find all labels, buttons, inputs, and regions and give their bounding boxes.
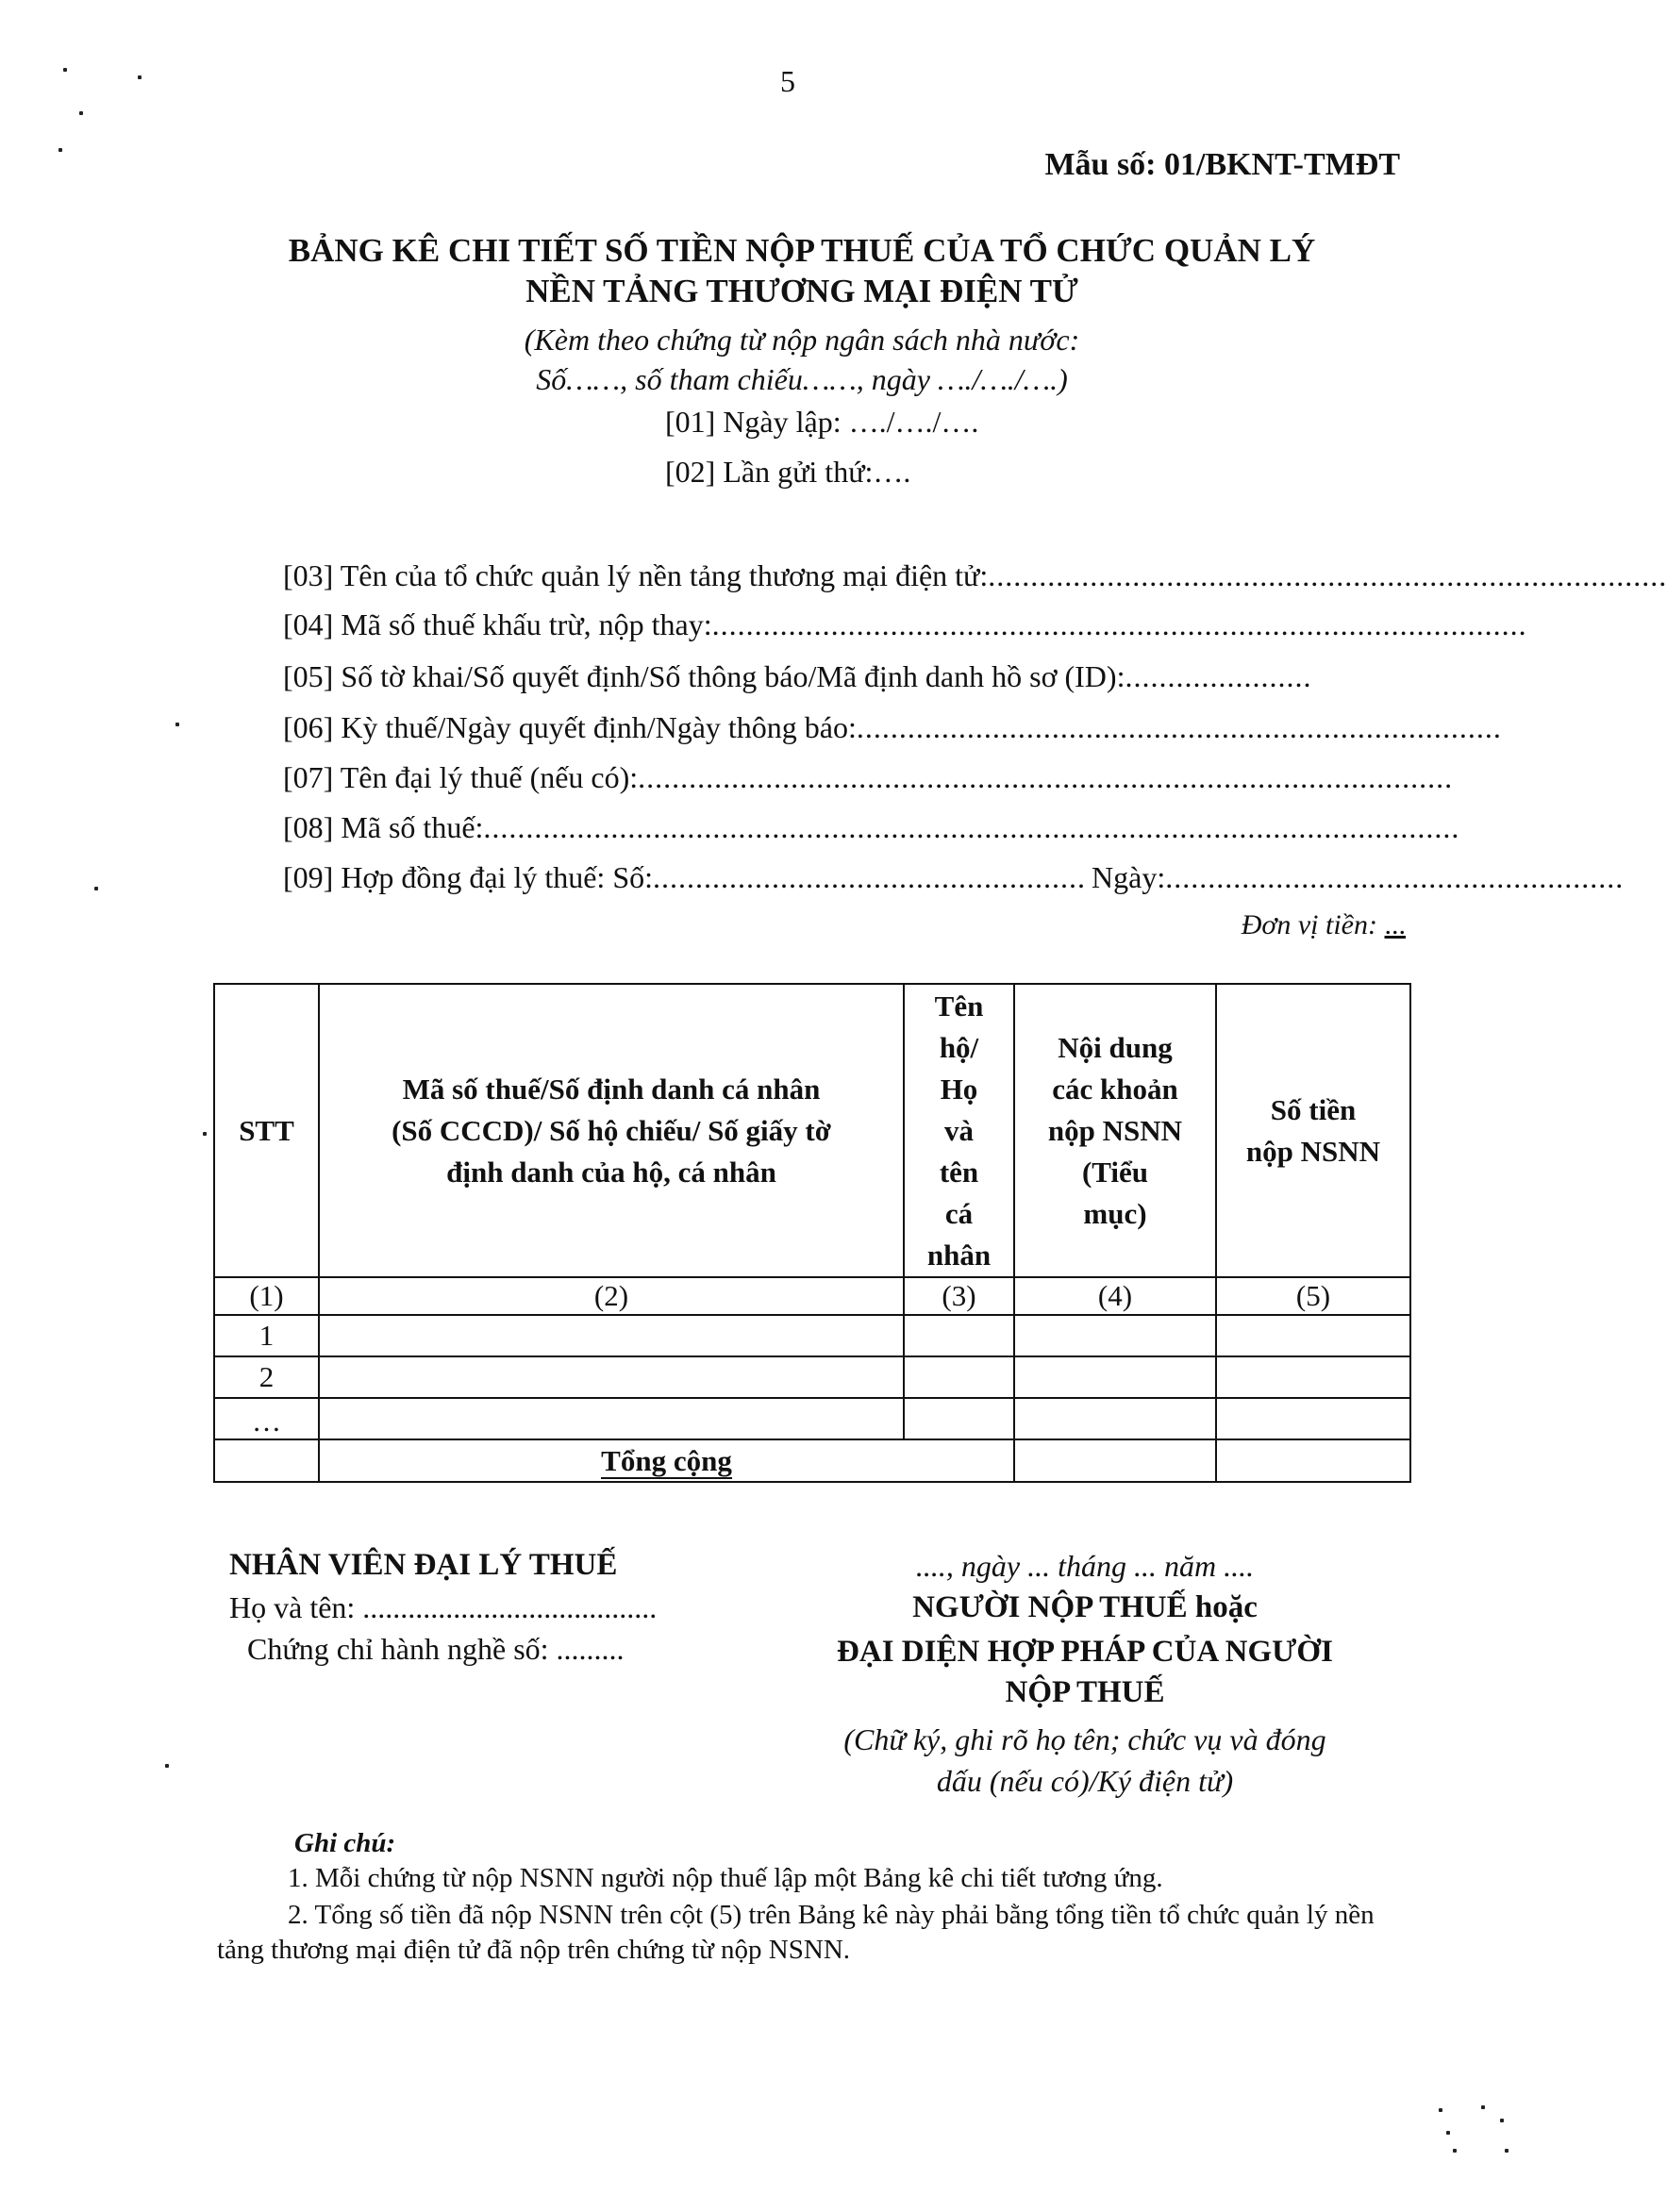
header-line: tên xyxy=(939,1155,979,1189)
total-row xyxy=(214,1439,1410,1482)
signature-instruction-line-1: (Chữ ký, ghi rõ họ tên; chức vụ và đóng xyxy=(843,1722,1326,1756)
tax-payment-detail-table xyxy=(213,983,1411,1483)
column-index: (5) xyxy=(1216,1277,1410,1315)
signature-instruction-line-2: dấu (nếu có)/Ký điện tử) xyxy=(936,1764,1234,1798)
cell-name[interactable] xyxy=(904,1356,1014,1398)
table-row xyxy=(214,1398,1410,1439)
total-payment-content[interactable] xyxy=(1014,1439,1216,1482)
contract-date-fill-line[interactable]: ...................................................... xyxy=(1165,860,1625,894)
currency-unit xyxy=(1242,909,1406,941)
cell-payment-content[interactable] xyxy=(1014,1398,1216,1439)
cell-name[interactable] xyxy=(904,1315,1014,1356)
note-item-1: 1. Mỗi chứng từ nộp NSNN người nộp thuế lập một Bảng kê chi tiết tương ứng. xyxy=(288,1863,1163,1893)
field-04-withholding-tax-code xyxy=(283,606,1527,643)
subtitle-line-1: (Kèm theo chứng từ nộp ngân sách nhà nước: xyxy=(524,323,1080,357)
field-fill-line[interactable]: ............................................................................ xyxy=(856,710,1502,744)
scan-speck xyxy=(165,1764,169,1768)
scan-speck xyxy=(203,1132,207,1136)
field-fill-line[interactable]: ................................................................................................................... xyxy=(483,810,1460,844)
cell-amount[interactable] xyxy=(1216,1356,1410,1398)
taxpayer-title-bold: NGƯỜI NỘP THUẾ xyxy=(912,1590,1188,1624)
tax-agent-staff-name: Họ và tên: ....................................... xyxy=(229,1590,658,1624)
scan-speck xyxy=(1481,2105,1485,2109)
field-06-tax-period xyxy=(283,708,1502,746)
row-stt: 1 xyxy=(214,1315,319,1356)
scan-speck xyxy=(79,111,83,115)
header-line: hộ/ xyxy=(939,1030,979,1064)
header-line: (Số CCCD)/ Số hộ chiếu/ Số giấy tờ xyxy=(392,1113,831,1147)
header-line: (Tiểu xyxy=(1081,1155,1149,1189)
scan-speck xyxy=(1453,2149,1457,2153)
field-label: [03] Tên của tổ chức quản lý nền tảng thương mại điện tử: xyxy=(283,558,989,592)
form-code: Mẫu số: 01/BKNT-TMĐT xyxy=(1044,147,1400,182)
cell-payment-content[interactable] xyxy=(1014,1356,1216,1398)
scan-speck xyxy=(175,723,179,726)
total-label-cell xyxy=(319,1439,1014,1482)
field-label: [09] Hợp đồng đại lý thuế: Số: xyxy=(283,860,653,894)
legal-representative-title xyxy=(764,1632,1406,1713)
note-item-2: 2. Tổng số tiền đã nộp NSNN trên cột (5) trên Bảng kê này phải bằng tổng tiền tổ chức quản lý nền tảng thương mại điện tử đã nộp trên chứng từ nộp NSNN. xyxy=(217,1900,1375,1965)
cell-taxpayer-id[interactable] xyxy=(319,1398,904,1439)
header-line: Mã số thuế/Số định danh cá nhân xyxy=(402,1072,821,1106)
subtitle-line-2: Số……, số tham chiếu……, ngày …./…./….) xyxy=(536,362,1068,396)
cell-name[interactable] xyxy=(904,1398,1014,1439)
tax-agent-staff-title: NHÂN VIÊN ĐẠI LÝ THUẾ xyxy=(229,1548,618,1582)
total-label: Tổng cộng xyxy=(601,1443,732,1477)
cell-amount[interactable] xyxy=(1216,1398,1410,1439)
field-label-date: Ngày: xyxy=(1092,860,1166,894)
signature-instruction xyxy=(764,1719,1406,1802)
scan-speck xyxy=(1500,2119,1504,2122)
document-title-line-2: NỀN TẢNG THƯƠNG MẠI ĐIỆN TỬ xyxy=(525,273,1078,309)
document-title-line-1: BẢNG KÊ CHI TIẾT SỐ TIỀN NỘP THUẾ CỦA TỔ CHỨC QUẢN LÝ xyxy=(288,232,1316,269)
send-count-field: [02] Lần gửi thứ:…. xyxy=(665,455,911,489)
field-05-declaration-number xyxy=(283,657,1410,695)
header-name xyxy=(904,984,1014,1277)
field-label: [05] Số tờ khai/Số quyết định/Số thông báo/Mã định danh hồ sơ (ID): xyxy=(283,659,1125,693)
field-label: [04] Mã số thuế khấu trừ, nộp thay: xyxy=(283,607,712,641)
page-number: 5 xyxy=(780,64,795,98)
field-label: [08] Mã số thuế: xyxy=(283,810,484,844)
field-fill-line[interactable]: ................................................................................ xyxy=(988,558,1667,592)
header-line: cá xyxy=(944,1196,974,1230)
contract-number-fill-line[interactable]: ................................................... xyxy=(653,860,1086,894)
column-index: (1) xyxy=(214,1277,319,1315)
field-fill-line[interactable]: ................................................................................................ xyxy=(638,760,1454,794)
total-stt-empty xyxy=(214,1439,319,1482)
cell-taxpayer-id[interactable] xyxy=(319,1356,904,1398)
signature-date-line: ...., ngày ... tháng ... năm .... xyxy=(915,1549,1255,1583)
scan-speck xyxy=(138,75,142,79)
taxpayer-title-or: hoặc xyxy=(1187,1590,1258,1624)
field-label: [07] Tên đại lý thuế (nếu có): xyxy=(283,760,639,794)
header-line: nộp NSNN xyxy=(1245,1134,1381,1168)
column-index: (3) xyxy=(904,1277,1014,1315)
field-03-platform-org-name xyxy=(283,557,1667,594)
row-stt: … xyxy=(214,1398,319,1439)
header-line: các khoản xyxy=(1052,1072,1178,1106)
column-index-row xyxy=(214,1277,1410,1315)
field-label: [06] Kỳ thuế/Ngày quyết định/Ngày thông báo: xyxy=(283,710,857,744)
header-line: Họ xyxy=(940,1072,978,1106)
date-created-field: [01] Ngày lập: …./…./…. xyxy=(665,405,979,439)
header-line: nhân xyxy=(926,1238,992,1272)
field-07-tax-agent-name xyxy=(283,758,1454,796)
scan-speck xyxy=(63,68,67,72)
column-index: (2) xyxy=(319,1277,904,1315)
header-line: mục) xyxy=(1083,1196,1147,1230)
scan-speck xyxy=(1446,2131,1450,2135)
column-index: (4) xyxy=(1014,1277,1216,1315)
header-line: Số tiền xyxy=(1270,1092,1357,1126)
total-amount[interactable] xyxy=(1216,1439,1410,1482)
header-line: định danh của hộ, cá nhân xyxy=(446,1155,776,1189)
cell-amount[interactable] xyxy=(1216,1315,1410,1356)
table-header-row xyxy=(214,984,1410,1277)
legal-rep-line-1: ĐẠI DIỆN HỢP PHÁP CỦA NGƯỜI xyxy=(837,1635,1333,1669)
table-row xyxy=(214,1315,1410,1356)
header-line: Nội dung xyxy=(1058,1030,1173,1064)
taxpayer-signature-title xyxy=(764,1590,1406,1625)
field-fill-line[interactable]: ...................... xyxy=(1125,659,1312,693)
field-08-tax-code xyxy=(283,808,1460,846)
cell-taxpayer-id[interactable] xyxy=(319,1315,904,1356)
header-stt: STT xyxy=(214,984,319,1277)
field-fill-line[interactable]: ................................................................................................ xyxy=(711,607,1527,641)
legal-rep-line-2: NỘP THUẾ xyxy=(1005,1675,1165,1709)
currency-value[interactable]: ... xyxy=(1384,909,1406,940)
scan-speck xyxy=(1439,2108,1442,2112)
cell-payment-content[interactable] xyxy=(1014,1315,1216,1356)
header-amount xyxy=(1216,984,1410,1277)
scan-speck xyxy=(58,148,62,152)
header-taxpayer-id xyxy=(319,984,904,1277)
header-line: Tên xyxy=(934,989,984,1023)
table-row xyxy=(214,1356,1410,1398)
header-line: và xyxy=(944,1113,974,1147)
scan-speck xyxy=(94,887,98,890)
row-stt: 2 xyxy=(214,1356,319,1398)
scan-speck xyxy=(1505,2149,1509,2153)
field-09-agent-contract xyxy=(283,858,1625,896)
currency-label: Đơn vị tiền: xyxy=(1241,909,1385,940)
tax-agent-certificate-number: Chứng chỉ hành nghề số: ......... xyxy=(247,1632,625,1666)
notes-title: Ghi chú: xyxy=(294,1828,396,1858)
header-payment-content xyxy=(1014,984,1216,1277)
header-line: nộp NSNN xyxy=(1047,1113,1183,1147)
